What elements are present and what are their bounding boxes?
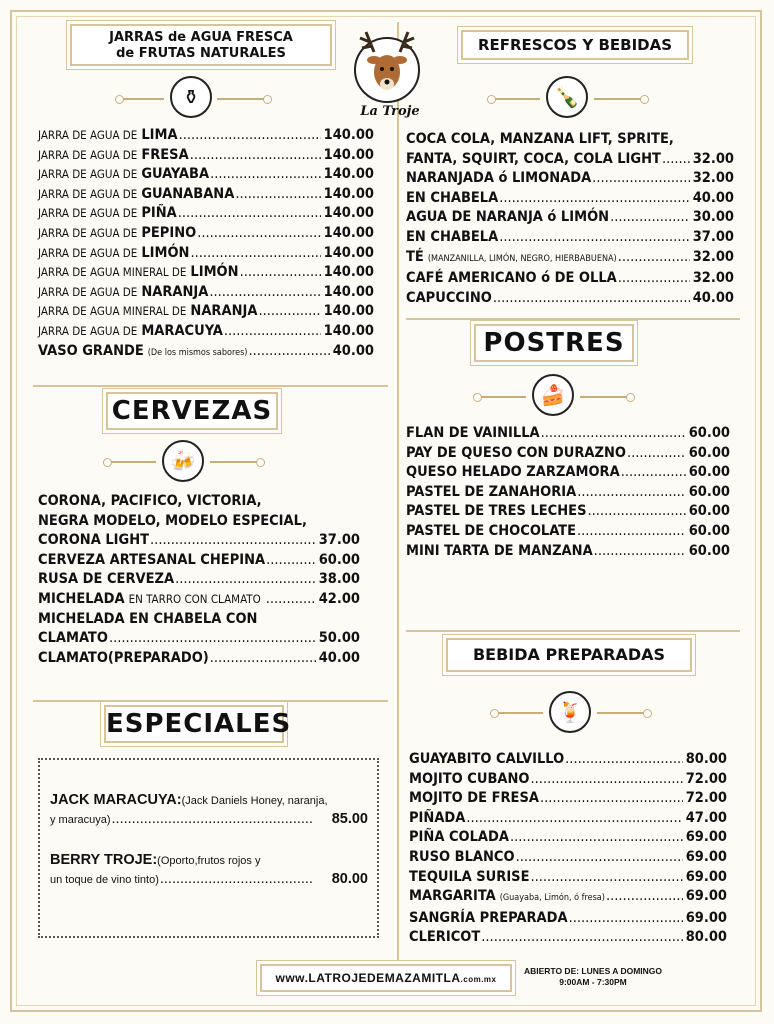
- cake-icon: 🍰: [532, 374, 574, 416]
- list-item: AGUA DE NARANJA ó LIMÓN ..... 30.00: [406, 208, 734, 228]
- list-item: JARRA DE AGUA DE MARACUYA ..... 140.00: [38, 322, 374, 342]
- list-item: CLAMATO(PREPARADO) ..... 40.00: [38, 649, 360, 669]
- especiales-box: [38, 758, 379, 938]
- logo-text: La Troje: [360, 104, 420, 119]
- list-item: PASTEL DE TRES LECHES ..... 60.00: [406, 502, 730, 522]
- list-item: JARRA DE AGUA DE LIMA ..... 140.00: [38, 126, 374, 146]
- list-item: NEGRA MODELO, MODELO ESPECIAL,: [38, 512, 307, 529]
- list-item: JARRA DE AGUA DE PEPINO ..... 140.00: [38, 224, 374, 244]
- refrescos-list: [406, 130, 734, 308]
- ornament: [580, 396, 630, 398]
- ornament: [217, 98, 267, 100]
- list-item: MARGARITA (Guayaba, Limón, ó fresa) ..... 69.00: [409, 887, 727, 909]
- list-item: JARRA DE AGUA DE NARANJA ..... 140.00: [38, 283, 374, 303]
- jarras-title-line1: JARRAS de AGUA FRESCA: [109, 30, 293, 45]
- cocktail-icon: 🍹: [549, 691, 591, 733]
- ornament: [495, 712, 543, 714]
- list-item: CLAMATO ..... 50.00: [38, 629, 360, 649]
- list-item: PASTEL DE ZANAHORIA ..... 60.00: [406, 483, 730, 503]
- beer-mugs-icon: 🍻: [162, 440, 204, 482]
- list-item: TEQUILA SURISE ..... 69.00: [409, 868, 727, 888]
- ornament: [597, 712, 647, 714]
- list-item: MOJITO DE FRESA ..... 72.00: [409, 789, 727, 809]
- list-item: EN CHABELA ..... 40.00: [406, 189, 734, 209]
- list-item: SANGRÍA PREPARADA ..... 69.00: [409, 909, 727, 929]
- especiales-header: ESPECIALES: [104, 705, 284, 743]
- special-item: JACK MARACUYA:(Jack Daniels Honey, naranja, y maracuya) ..... 85.00: [50, 792, 368, 831]
- list-item: QUESO HELADO ZARZAMORA ..... 60.00: [406, 463, 730, 483]
- cervezas-list: [38, 492, 360, 668]
- website-url: www.LATROJEDEMAZAMITLA.com.mx: [260, 964, 512, 992]
- divider-line: [33, 385, 388, 387]
- divider-line: [406, 630, 740, 632]
- list-item: MICHELADA EN TARRO CON CLAMATO ..... 42.00: [38, 590, 360, 610]
- list-item: PAY DE QUESO CON DURAZNO ..... 60.00: [406, 444, 730, 464]
- postres-list: [406, 424, 730, 561]
- list-item: EN CHABELA ..... 37.00: [406, 228, 734, 248]
- ornament: [108, 461, 156, 463]
- divider-line: [406, 318, 740, 320]
- list-item: PASTEL DE CHOCOLATE ..... 60.00: [406, 522, 730, 542]
- divider-line: [33, 700, 388, 702]
- list-item: JARRA DE AGUA DE GUAYABA ..... 140.00: [38, 165, 374, 185]
- list-item: RUSA DE CERVEZA ..... 38.00: [38, 570, 360, 590]
- list-item: MOJITO CUBANO ..... 72.00: [409, 770, 727, 790]
- list-item: JARRA DE AGUA MINERAL DE LIMÓN ..... 140.00: [38, 263, 374, 283]
- jarras-title-line2: de FRUTAS NATURALES: [116, 46, 286, 61]
- list-item: CAPUCCINO ..... 40.00: [406, 289, 734, 309]
- list-item: JARRA DE AGUA DE PIÑA ..... 140.00: [38, 204, 374, 224]
- opening-hours: ABIERTO DE: LUNES A DOMINGO 9:00AM - 7:30PM: [523, 966, 663, 987]
- ornament: [492, 98, 540, 100]
- list-item: FANTA, SQUIRT, COCA, COLA LIGHT ..... 32.00: [406, 150, 734, 170]
- bottles-icon: 🍾: [546, 76, 588, 118]
- list-item: JARRA DE AGUA MINERAL DE NARANJA ..... 140.00: [38, 302, 374, 322]
- refrescos-header: REFRESCOS Y BEBIDAS: [461, 30, 689, 60]
- list-item: CORONA, PACIFICO, VICTORIA,: [38, 493, 262, 509]
- bebidas-list: [409, 750, 727, 948]
- list-item: MICHELADA EN CHABELA CON: [38, 610, 258, 627]
- postres-header: POSTRES: [474, 324, 634, 362]
- list-item: RUSO BLANCO ..... 69.00: [409, 848, 727, 868]
- jarras-list: [38, 126, 374, 363]
- pitcher-icon: ⚱: [170, 76, 212, 118]
- list-item: MINI TARTA DE MANZANA ..... 60.00: [406, 542, 730, 562]
- list-item: NARANJADA ó LIMONADA ..... 32.00: [406, 169, 734, 189]
- ornament: [478, 396, 526, 398]
- list-item: GUAYABITO CALVILLO ..... 80.00: [409, 750, 727, 770]
- bebidas-header: BEBIDA PREPARADAS: [446, 638, 692, 672]
- special-item: BERRY TROJE:(Oporto,frutos rojos y un toque de vino tinto) ..... 80.00: [50, 852, 368, 891]
- list-item: CORONA LIGHT ..... 37.00: [38, 531, 360, 551]
- list-item: FLAN DE VAINILLA ..... 60.00: [406, 424, 730, 444]
- list-item: PIÑA COLADA ..... 69.00: [409, 828, 727, 848]
- jarras-header: [70, 24, 332, 66]
- list-item: JARRA DE AGUA DE LIMÓN ..... 140.00: [38, 244, 374, 264]
- list-item: PIÑADA ..... 47.00: [409, 809, 727, 829]
- list-item: JARRA DE AGUA DE GUANABANA ..... 140.00: [38, 185, 374, 205]
- cervezas-header: CERVEZAS: [106, 392, 278, 430]
- list-item: JARRA DE AGUA DE FRESA ..... 140.00: [38, 146, 374, 166]
- list-item: CAFÉ AMERICANO ó DE OLLA ..... 32.00: [406, 269, 734, 289]
- column-divider: [397, 22, 399, 982]
- ornament: [120, 98, 164, 100]
- list-item: CERVEZA ARTESANAL CHEPINA ..... 60.00: [38, 551, 360, 571]
- list-item: VASO GRANDE (De los mismos sabores) ..... 40.00: [38, 342, 374, 364]
- ornament: [210, 461, 260, 463]
- list-item: TÉ (MANZANILLA, LIMÓN, NEGRO, HIERBABUENA) ..... 32.00: [406, 248, 734, 270]
- ornament: [594, 98, 644, 100]
- list-item: COCA COLA, MANZANA LIFT, SPRITE,: [406, 131, 674, 147]
- list-item: CLERICOT ..... 80.00: [409, 928, 727, 948]
